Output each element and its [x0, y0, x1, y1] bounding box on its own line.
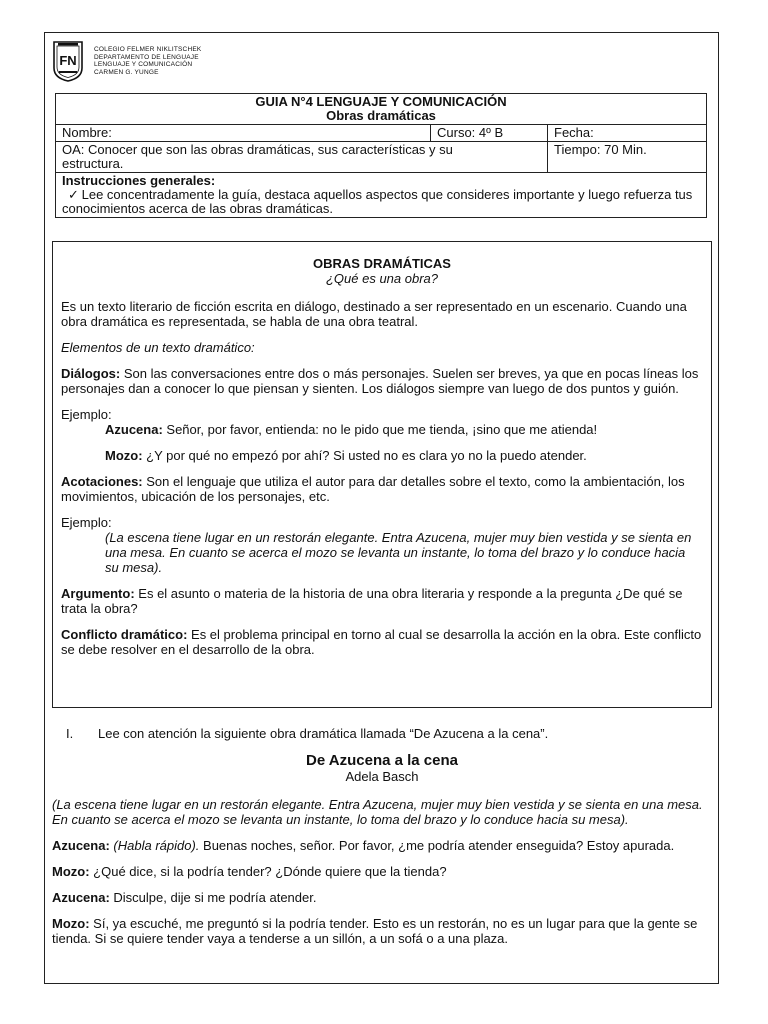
dialogos-text: Son las conversaciones entre dos o más personajes. Suelen ser breves, ya que en pocas líneas los personajes dan a conocer lo que piensan y sienten. Los diálogos siempre van luego de dos puntos y guión. — [61, 366, 699, 396]
play-line-1-direction: (Habla rápido). — [113, 838, 200, 853]
argumento-term: Argumento: — [61, 586, 135, 601]
school-line-4: CARMEN G. YUNGE — [94, 68, 159, 76]
argumento-paragraph — [61, 586, 703, 616]
dialogos-paragraph — [61, 366, 703, 396]
play-line-3 — [52, 890, 712, 905]
name-field[interactable]: Nombre: — [56, 125, 431, 142]
school-line-2: DEPARTAMENTO DE LENGUAJE — [94, 53, 199, 61]
section-question: ¿Qué es una obra? — [325, 271, 439, 286]
play-line-3-speaker: Azucena: — [52, 890, 110, 905]
school-line-1: COLEGIO FELMER NIKLITSCHEK — [94, 46, 202, 53]
example1-speaker2: Mozo: — [105, 448, 143, 463]
example-label-1: Ejemplo: — [61, 407, 112, 422]
play-line-4 — [52, 916, 712, 946]
example1-speaker1: Azucena: — [105, 422, 163, 437]
dialogos-term: Diálogos: — [61, 366, 121, 381]
date-field[interactable]: Fecha: — [548, 125, 707, 142]
school-logo-icon — [52, 40, 84, 82]
section-title: OBRAS DRAMÁTICAS — [313, 256, 451, 271]
play-title: De Azucena a la cena — [305, 752, 458, 769]
check-icon: ✓ — [68, 187, 79, 202]
course-field: Curso: 4º B — [431, 125, 548, 142]
acotaciones-term: Acotaciones: — [61, 474, 143, 489]
activity-text: Lee con atención la siguiente obra dramática llamada “De Azucena a la cena”. — [98, 726, 549, 741]
acotaciones-text: Son el lenguaje que utiliza el autor para dar detalles sobre el texto, como la ambientación, los movimientos, ubicación de los personajes, etc. — [61, 474, 685, 504]
instructions-body — [62, 188, 700, 216]
example1-text2: ¿Y por qué no empezó por ahí? Si usted no es clara yo no la puedo atender. — [142, 448, 587, 463]
activity-numeral: I. — [66, 726, 74, 741]
play-stage-direction: (La escena tiene lugar en un restorán elegante. Entra Azucena, mujer muy bien vestida y se sienta en una mesa. En cuanto se acerca el mozo se levanta un instante, lo toma del brazo y lo conduce hacia su mesa). — [52, 797, 703, 827]
play-line-4-text: Sí, ya escuché, me preguntó si la podría tender. Esto es un restorán, no es un lugar para que la gente se tienda. Si se quiere tender vaya a tenderse a un sillón, a un sofá o a una plaza. — [52, 916, 698, 946]
acotaciones-paragraph — [61, 474, 703, 504]
school-name-block — [94, 46, 201, 76]
guide-subtitle: Obras dramáticas — [326, 108, 436, 123]
instructions-text: Lee concentradamente la guía, destaca aquellos aspectos que consideres importante y luego refuerza tus conocimientos acerca de las obras dramáticas. — [62, 187, 693, 216]
example1-line1 — [61, 422, 703, 437]
theory-section — [52, 241, 712, 708]
play-line-1 — [52, 838, 712, 853]
instructions-cell — [56, 173, 707, 218]
guide-title-cell — [56, 94, 707, 125]
argumento-text: Es el asunto o materia de la historia de una obra literaria y responde a la pregunta ¿De qué se trata la obra? — [61, 586, 683, 616]
conflicto-term: Conflicto dramático: — [61, 627, 188, 642]
instructions-title: Instrucciones generales: — [62, 173, 216, 188]
conflicto-text: Es el problema principal en torno al cual se desarrolla la acción en la obra. Este conflicto se debe resolver en el desarrollo de la obra. — [61, 627, 702, 657]
elements-heading: Elementos de un texto dramático: — [61, 340, 255, 355]
guide-title: GUIA N°4 LENGUAJE Y COMUNICACIÓN — [255, 94, 507, 109]
play-line-3-text: Disculpe, dije si me podría atender. — [109, 890, 317, 905]
time-cell: Tiempo: 70 Min. — [548, 142, 707, 173]
school-line-3: LENGUAJE Y COMUNICACIÓN — [94, 61, 193, 68]
activity-section — [52, 726, 712, 946]
play-line-2-speaker: Mozo: — [52, 864, 90, 879]
play-author: Adela Basch — [345, 769, 419, 784]
play-line-2 — [52, 864, 712, 879]
guide-info-table — [55, 93, 707, 218]
example2-text: (La escena tiene lugar en un restorán elegante. Entra Azucena, mujer muy bien vestida y se sienta en una mesa. En cuanto se acerca el mozo se levanta un instante, lo toma del brazo y lo conduce hacia su mesa). — [105, 530, 692, 575]
objective-cell: OA: Conocer que son las obras dramáticas, sus características y su estructura. — [56, 142, 548, 173]
definition-paragraph: Es un texto literario de ficción escrita en diálogo, destinado a ser representado en un escenario. Cuando una obra dramática es representada, se habla de una obra teatral. — [61, 299, 687, 329]
example1-line2 — [61, 448, 703, 463]
activity-instruction — [52, 726, 712, 741]
logo-initials: FN — [59, 53, 77, 68]
conflicto-paragraph — [61, 627, 703, 657]
play-line-1-text: Buenas noches, señor. Por favor, ¿me podría atender enseguida? Estoy apurada. — [199, 838, 675, 853]
play-line-2-text: ¿Qué dice, si la podría tender? ¿Dónde quiere que la tienda? — [89, 864, 447, 879]
example1-text1: Señor, por favor, entienda: no le pido que me tienda, ¡sino que me atienda! — [162, 422, 598, 437]
school-header — [52, 40, 452, 84]
example-label-2: Ejemplo: — [61, 515, 112, 530]
play-line-1-speaker: Azucena: — [52, 838, 110, 853]
play-line-4-speaker: Mozo: — [52, 916, 90, 931]
